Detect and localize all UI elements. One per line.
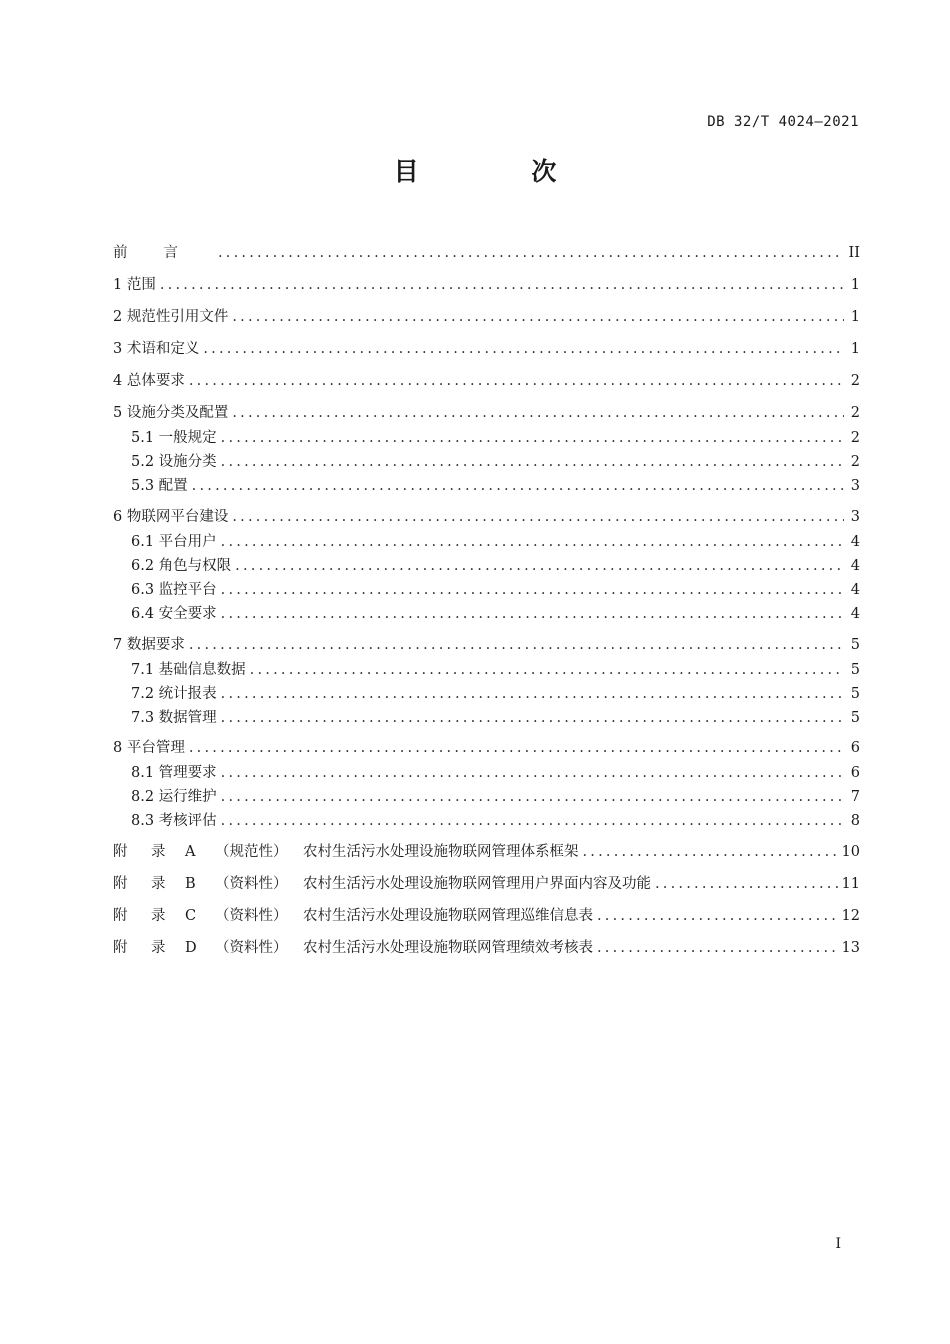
toc-entry-page: 2 [850, 373, 860, 389]
toc-entry-page: 6 [850, 765, 860, 781]
toc-subentry[interactable] [113, 450, 860, 470]
toc-subentry[interactable] [113, 426, 860, 446]
toc-appendix-a[interactable] [113, 840, 860, 860]
toc-subentry[interactable] [113, 474, 860, 494]
appendix-type: （规范性） [215, 844, 288, 860]
toc-entry-label: 8.1 管理要求 [131, 765, 217, 781]
toc-entry-page: 10 [841, 844, 860, 860]
appendix-heading [113, 904, 593, 925]
toc-entry-page: 12 [841, 908, 860, 924]
toc-entry-page: 1 [850, 341, 860, 357]
toc-entry-label: 前言 [113, 245, 214, 261]
toc-entry[interactable] [113, 736, 860, 756]
toc-entry-page: 4 [850, 582, 860, 598]
toc-entry-label: 3 术语和定义 [113, 341, 200, 357]
toc-subentry[interactable] [113, 761, 860, 781]
toc-entry-page: 5 [850, 710, 860, 726]
toc-entry-page: 4 [850, 558, 860, 574]
toc-subentry[interactable] [113, 602, 860, 622]
toc-leader-dots [232, 309, 844, 325]
toc-entry-page: 6 [850, 740, 860, 756]
appendix-letter: B [185, 876, 196, 892]
appendix-title: 农村生活污水处理设施物联网管理体系框架 [303, 844, 579, 860]
toc-entry-label: 8.2 运行维护 [131, 789, 217, 805]
toc-leader-dots [221, 686, 844, 702]
appendix-word: 录 [151, 940, 166, 956]
toc-entry-label: 5.3 配置 [131, 478, 188, 494]
toc-entry[interactable] [113, 633, 860, 653]
toc-leader-dots [232, 405, 844, 421]
toc-entry[interactable] [113, 401, 860, 421]
toc-leader-dots [221, 534, 844, 550]
toc-entry-label: 7.1 基础信息数据 [131, 662, 246, 678]
toc-entry-label: 6.2 角色与权限 [131, 558, 232, 574]
toc-leader-dots [235, 558, 844, 574]
appendix-type: （资料性） [215, 940, 288, 956]
page-number: I [835, 1236, 841, 1252]
appendix-type: （资料性） [215, 876, 288, 892]
toc-entry-page: 7 [850, 789, 860, 805]
appendix-heading [113, 936, 593, 957]
toc-entry-label: 7 数据要求 [113, 637, 185, 653]
toc-entry-label: 7.3 数据管理 [131, 710, 217, 726]
toc-entry-page: 1 [850, 277, 860, 293]
toc-entry-page: 3 [850, 509, 860, 525]
toc-entry-label: 2 规范性引用文件 [113, 309, 229, 325]
toc-leader-dots [203, 341, 844, 357]
toc-subentry[interactable] [113, 658, 860, 678]
toc-entry-label: 6.3 监控平台 [131, 582, 217, 598]
toc-leader-dots [221, 710, 844, 726]
toc-leader-dots [221, 582, 844, 598]
toc-subentry[interactable] [113, 578, 860, 598]
appendix-heading [113, 872, 651, 893]
toc-appendix-d[interactable] [113, 936, 860, 956]
toc-entry[interactable] [113, 505, 860, 525]
toc-entry-page: 1 [850, 309, 860, 325]
toc-entry-label: 6.1 平台用户 [131, 534, 217, 550]
toc-entry-page: 5 [850, 662, 860, 678]
toc-subentry[interactable] [113, 706, 860, 726]
toc-leader-dots [189, 740, 844, 756]
toc-leader-dots [189, 373, 844, 389]
appendix-title: 农村生活污水处理设施物联网管理绩效考核表 [303, 940, 593, 956]
toc-entry-label: 6 物联网平台建设 [113, 509, 229, 525]
toc-appendix-c[interactable] [113, 904, 860, 924]
toc-leader-dots [221, 789, 844, 805]
toc-entry[interactable] [113, 273, 860, 293]
appendix-word: 录 [151, 876, 166, 892]
toc-leader-dots [218, 245, 844, 261]
toc-entry[interactable] [113, 305, 860, 325]
toc-subentry[interactable] [113, 682, 860, 702]
appendix-heading [113, 840, 579, 861]
toc-leader-dots [221, 430, 844, 446]
toc-leader-dots [221, 606, 844, 622]
toc-entry-page: 5 [850, 686, 860, 702]
toc-entry-page: 4 [850, 606, 860, 622]
document-code: DB 32/T 4024—2021 [707, 114, 859, 130]
toc-leader-dots [597, 940, 838, 956]
appendix-word: 录 [151, 908, 166, 924]
toc-entry-page: 8 [850, 813, 860, 829]
toc-entry-page: 2 [850, 454, 860, 470]
toc-leader-dots [221, 813, 844, 829]
toc-entry-label: 5.1 一般规定 [131, 430, 217, 446]
toc-entry-label: 8 平台管理 [113, 740, 185, 756]
toc-entry-label: 5 设施分类及配置 [113, 405, 229, 421]
toc-entry[interactable] [113, 337, 860, 357]
toc-entry-page: II [848, 245, 860, 261]
toc-subentry[interactable] [113, 809, 860, 829]
toc-subentry[interactable] [113, 530, 860, 550]
toc-entry[interactable] [113, 369, 860, 389]
appendix-prefix: 附 [113, 876, 128, 892]
toc-subentry[interactable] [113, 785, 860, 805]
appendix-prefix: 附 [113, 844, 128, 860]
toc-entry-label: 4 总体要求 [113, 373, 185, 389]
appendix-prefix: 附 [113, 940, 128, 956]
toc-entry-page: 3 [850, 478, 860, 494]
toc-entry-page: 13 [841, 940, 860, 956]
toc-leader-dots [160, 277, 844, 293]
toc-leader-dots [597, 908, 838, 924]
toc-entry-preface[interactable] [113, 241, 860, 261]
toc-entry-page: 11 [841, 876, 860, 892]
toc-leader-dots [250, 662, 844, 678]
toc-entry-page: 4 [850, 534, 860, 550]
page-title: 目 次 [393, 157, 609, 186]
toc-entry-label: 7.2 统计报表 [131, 686, 217, 702]
toc-entry-page: 2 [850, 405, 860, 421]
toc-entry-label: 6.4 安全要求 [131, 606, 217, 622]
toc-leader-dots [655, 876, 838, 892]
toc-leader-dots [189, 637, 844, 653]
toc-leader-dots [192, 478, 844, 494]
appendix-letter: C [185, 908, 197, 924]
toc-entry-label: 5.2 设施分类 [131, 454, 217, 470]
appendix-title: 农村生活污水处理设施物联网管理用户界面内容及功能 [303, 876, 651, 892]
toc-subentry[interactable] [113, 554, 860, 574]
appendix-prefix: 附 [113, 908, 128, 924]
toc-leader-dots [583, 844, 838, 860]
appendix-title: 农村生活污水处理设施物联网管理巡维信息表 [303, 908, 593, 924]
toc-entry-page: 5 [850, 637, 860, 653]
toc-entry-label: 1 范围 [113, 277, 156, 293]
appendix-type: （资料性） [215, 908, 288, 924]
toc-leader-dots [221, 765, 844, 781]
appendix-letter: D [185, 940, 197, 956]
appendix-word: 录 [151, 844, 166, 860]
toc-appendix-b[interactable] [113, 872, 860, 892]
appendix-letter: A [185, 844, 196, 860]
toc-entry-label: 8.3 考核评估 [131, 813, 217, 829]
toc-leader-dots [232, 509, 844, 525]
toc-entry-page: 2 [850, 430, 860, 446]
toc-leader-dots [221, 454, 844, 470]
